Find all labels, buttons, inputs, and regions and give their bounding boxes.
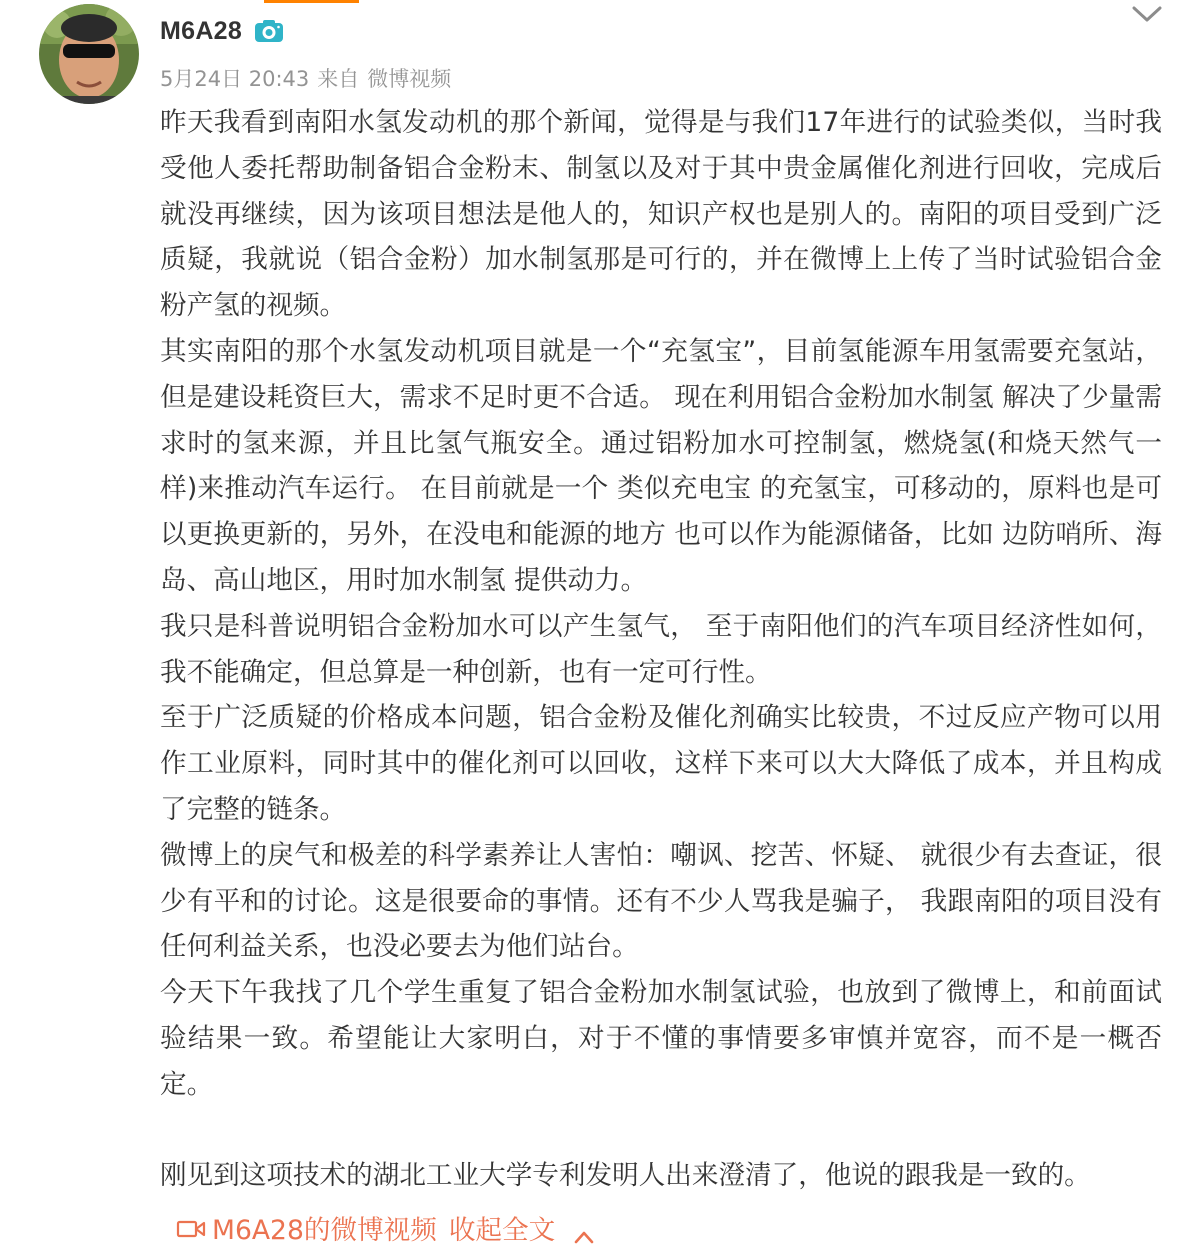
post-paragraph: 今天下午我找了几个学生重复了铝合金粉加水制氢试验，也放到了微博上，和前面试验结果一致。希望能让大家明白，对于不懂的事情要多审慎并宽容，而不是一概否定。 xyxy=(160,977,1162,1100)
post-paragraph-spacer xyxy=(160,1108,1162,1154)
video-camera-icon xyxy=(176,1216,206,1238)
author-row xyxy=(160,14,284,48)
video-link[interactable]: M6A28的微博视频 xyxy=(212,1214,437,1246)
post-paragraph: 其实南阳的那个水氢发动机项目就是一个“充氢宝”，目前氢能源车用氢需要充氢站，但是建设耗资巨大，需求不足时更不合适。 现在利用铝合金粉加水制氢 解决了少量需求时的氢来源，并且比氢气瓶安全。通过铝粉加水可控制氢，燃烧氢(和烧天然气一样)来推动汽车运行。 在目前就是一个 类似充电宝 的充氢宝，可移动的，原料也是可以更换更新的，另外，在没电和能源的地方 也可以作为能源储备，比如 边防哨所、海岛、高山地区，用时加水制氢 提供动力。 xyxy=(160,335,1162,596)
author-name[interactable]: M6A28 xyxy=(160,16,243,45)
post-paragraph: 微博上的戾气和极差的科学素养让人害怕：嘲讽、挖苦、怀疑、 就很少有去查证，很少有平和的讨论。这是很要命的事情。还有不少人骂我是骗子， 我跟南阳的项目没有任何利益关系，也没必要去为他们站台。 xyxy=(160,839,1162,963)
avatar[interactable] xyxy=(39,4,139,104)
more-options-chevron-icon[interactable] xyxy=(1131,4,1163,24)
avatar-image xyxy=(39,4,139,104)
post-timestamp[interactable]: 5月24日 20:43 xyxy=(160,67,310,91)
post-paragraph: 至于广泛质疑的价格成本问题，铝合金粉及催化剂确实比较贵，不过反应产物可以用作工业原料，同时其中的催化剂可以回收，这样下来可以大大降低了成本，并且构成了完整的链条。 xyxy=(160,702,1162,825)
post-paragraph: 我只是科普说明铝合金粉加水可以产生氢气， 至于南阳他们的汽车项目经济性如何，我不能确定，但总算是一种创新，也有一定可行性。 xyxy=(160,610,1162,688)
top-accent-bar xyxy=(264,0,359,3)
post-paragraph: 刚见到这项技术的湖北工业大学专利发明人出来澄清了，他说的跟我是一致的。 xyxy=(160,1160,1091,1192)
post-footer-links xyxy=(176,1207,595,1247)
post-meta xyxy=(160,63,451,93)
chevron-up-icon[interactable] xyxy=(573,1220,595,1234)
post-source[interactable]: 微博视频 xyxy=(367,67,452,91)
source-prefix: 来自 xyxy=(317,67,360,91)
camera-badge-icon[interactable] xyxy=(254,19,284,43)
post-content xyxy=(160,100,1162,1199)
post-paragraph: 昨天我看到南阳水氢发动机的那个新闻，觉得是与我们17年进行的试验类似，当时我受他人委托帮助制备铝合金粉末、制氢以及对于其中贵金属催化剂进行回收，完成后就没再继续，因为该项目想法是他人的，知识产权也是别人的。南阳的项目受到广泛质疑，我就说（铝合金粉）加水制氢那是可行的，并在微博上上传了当时试验铝合金粉产氢的视频。 xyxy=(160,107,1162,322)
collapse-button[interactable]: 收起全文 xyxy=(448,1214,556,1246)
